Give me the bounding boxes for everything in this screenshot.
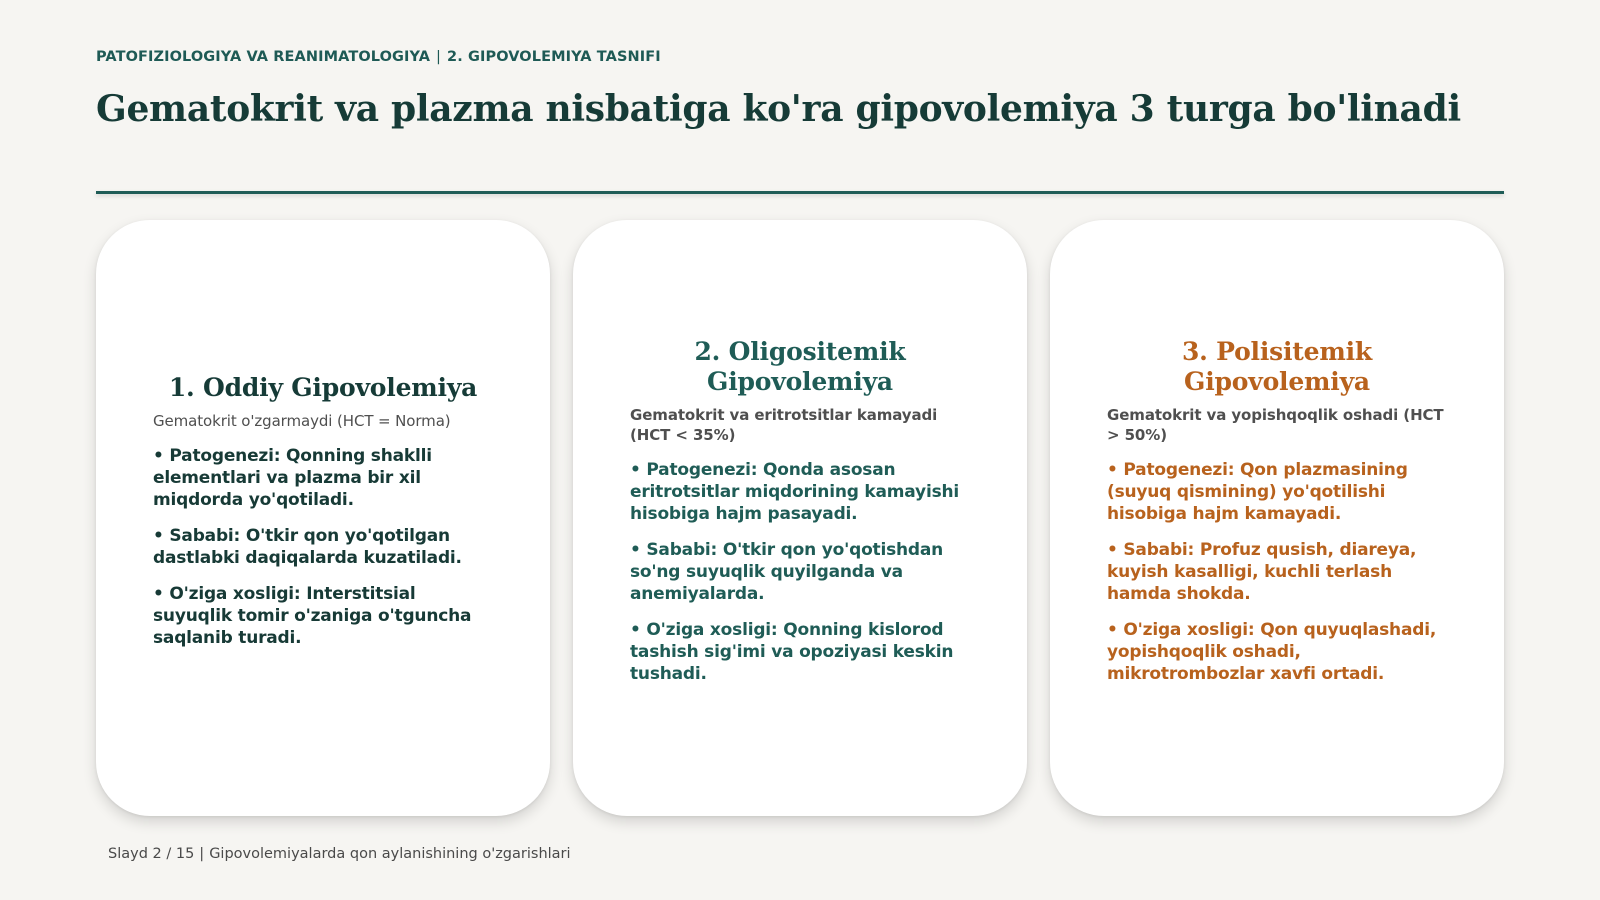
card-point-pathogenesis: • Patogenezi: Qonning shaklli elementlari va plazma bir xil miqdorda yo'qotiladi. xyxy=(153,446,432,510)
card-content xyxy=(630,337,970,699)
breadcrumb xyxy=(96,49,661,65)
card-points xyxy=(630,459,970,685)
card-point-cause: • Sababi: Profuz qusish, diareya, kuyish kasalligi, kuchli terlash hamda shokda. xyxy=(1107,540,1417,604)
card-subtitle: Gematokrit va eritrotsitlar kamayadi (HCT < 35%) xyxy=(630,406,938,444)
title-divider xyxy=(96,191,1504,194)
footer-separator: | xyxy=(199,846,205,862)
footer xyxy=(108,846,571,862)
card-oligocythemic xyxy=(573,220,1027,816)
card-points xyxy=(1107,459,1447,685)
card-title: 1. Oddiy Gipovolemiya xyxy=(168,373,478,402)
card-normovolemic xyxy=(96,220,550,816)
page-title: Gematokrit va plazma nisbatiga ko'ra gipovolemiya 3 turga bo'linadi xyxy=(96,88,1461,130)
card-point-feature: • O'ziga xosligi: Qon quyuqlashadi, yopishqoqlik oshadi, mikrotrombozlar xavfi ortadi. xyxy=(1107,620,1437,684)
card-point-cause: • Sababi: O'tkir qon yo'qotishdan so'ng suyuqlik quyilganda va anemiyalarda. xyxy=(630,540,944,604)
card-point-feature: • O'ziga xosligi: Qonning kislorod tashish sig'imi va opoziyasi keskin tushadi. xyxy=(630,620,954,684)
card-point-pathogenesis: • Patogenezi: Qon plazmasining (suyuq qismining) yo'qotilishi hisobiga hajm kamayadi. xyxy=(1107,460,1408,524)
card-point-cause: • Sababi: O'tkir qon yo'qotilgan dastlabki daqiqalarda kuzatiladi. xyxy=(153,526,462,568)
card-point-pathogenesis: • Patogenezi: Qonda asosan eritrotsitlar miqdorining kamayishi hisobiga hajm pasayadi. xyxy=(630,460,960,524)
card-title: 2. Oligositemik Gipovolemiya xyxy=(694,337,906,396)
card-point-feature: • O'ziga xosligi: Interstitsial suyuqlik tomir o'zaniga o'tguncha saqlanib turadi. xyxy=(153,584,472,648)
card-polycythemic xyxy=(1050,220,1504,816)
breadcrumb-separator: | xyxy=(436,49,442,65)
card-points xyxy=(153,445,493,649)
card-subtitle: Gematokrit va yopishqoqlik oshadi (HCT > 50%) xyxy=(1107,406,1444,444)
slide-counter: Slayd 2 / 15 xyxy=(108,846,195,862)
breadcrumb-section: 2. GIPOVOLEMIYA TASNIFI xyxy=(447,49,661,65)
card-title: 3. Polisitemik Gipovolemiya xyxy=(1181,337,1373,396)
card-content xyxy=(153,373,493,663)
breadcrumb-course: PATOFIZIOLOGIYA VA REANIMATOLOGIYA xyxy=(96,49,431,65)
footer-topic: Gipovolemiyalarda qon aylanishining o'zgarishlari xyxy=(209,846,571,862)
card-subtitle: Gematokrit o'zgarmaydi (HCT = Norma) xyxy=(153,412,451,430)
card-content xyxy=(1107,337,1447,699)
